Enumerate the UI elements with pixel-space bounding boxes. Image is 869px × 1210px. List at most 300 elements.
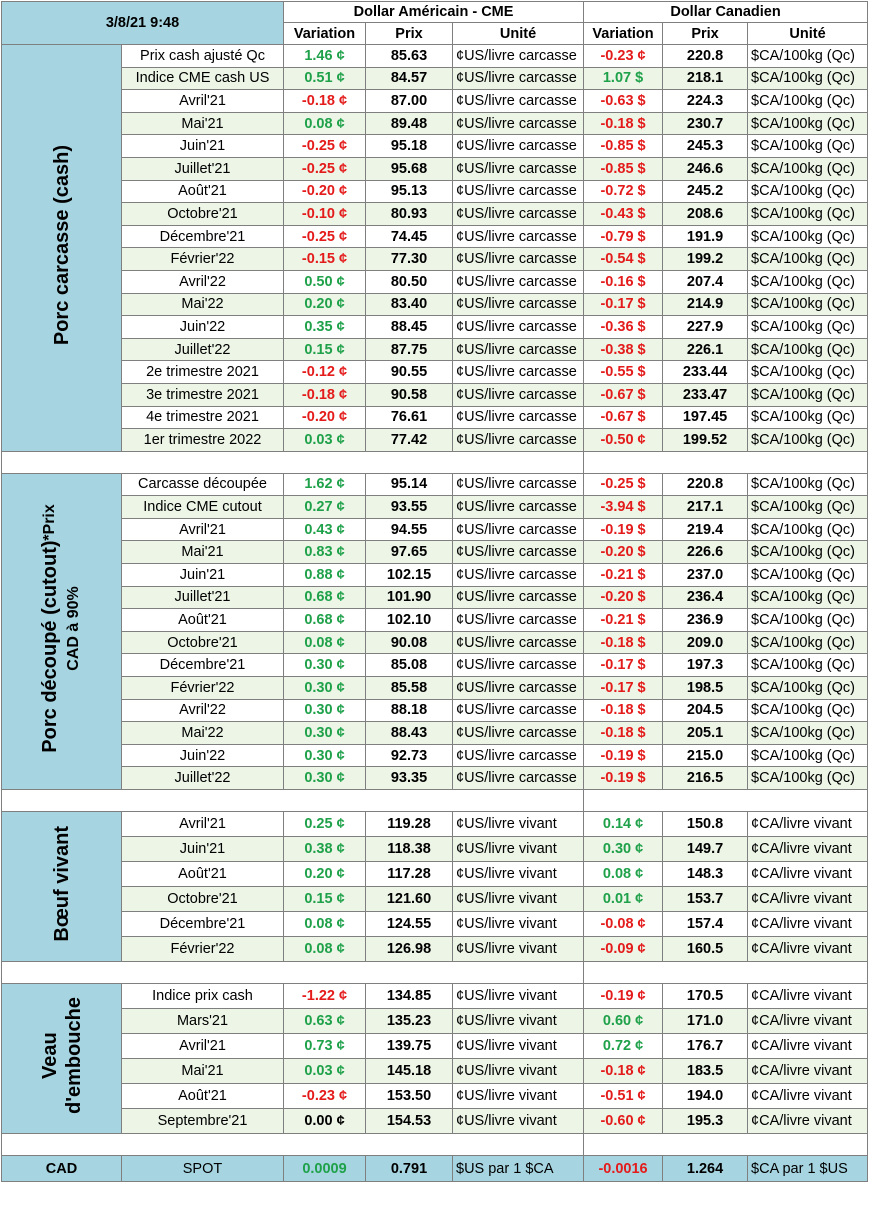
cad-unit: ¢CA/livre vivant (748, 1109, 868, 1134)
usd-price: 76.61 (366, 406, 453, 429)
table-row (2, 473, 868, 496)
cad-unit: $CA/100kg (Qc) (748, 316, 868, 339)
cad-variation: -0.85 $ (584, 135, 663, 158)
report-datetime: 3/8/21 9:48 (2, 2, 284, 45)
cad-price: 220.8 (663, 45, 748, 68)
usd-unit: ¢US/livre carcasse (453, 203, 584, 226)
cad-price: 197.45 (663, 406, 748, 429)
table-row (2, 654, 868, 677)
usd-prix-header: Prix (366, 23, 453, 45)
section-title: Porc découpé (cutout)*Prix CAD à 90% (2, 473, 122, 789)
cad-unit: $CA/100kg (Qc) (748, 541, 868, 564)
cad-variation: 0.01 ¢ (584, 887, 663, 912)
usd-variation: 0.0009 (284, 1156, 366, 1182)
cad-unit: ¢CA/livre vivant (748, 862, 868, 887)
usd-unit: ¢US/livre carcasse (453, 406, 584, 429)
cad-unit: $CA par 1 $US (748, 1156, 868, 1182)
cad-price: 194.0 (663, 1084, 748, 1109)
usd-price: 117.28 (366, 862, 453, 887)
usd-unit: ¢US/livre carcasse (453, 180, 584, 203)
usd-variation: 0.25 ¢ (284, 812, 366, 837)
section-spacer (2, 451, 868, 473)
usd-price: 80.50 (366, 270, 453, 293)
cad-variation: 0.72 ¢ (584, 1034, 663, 1059)
cad-unit: ¢CA/livre vivant (748, 1034, 868, 1059)
usd-unit: ¢US/livre vivant (453, 1109, 584, 1134)
cad-price: 233.47 (663, 383, 748, 406)
table-row (2, 541, 868, 564)
cad-price: 191.9 (663, 225, 748, 248)
table-row (2, 293, 868, 316)
row-label: Juin'21 (122, 135, 284, 158)
row-label: Prix cash ajusté Qc (122, 45, 284, 68)
usd-unit: ¢US/livre carcasse (453, 45, 584, 68)
row-label: Février'22 (122, 677, 284, 700)
cad-price: 226.6 (663, 541, 748, 564)
cad-variation: -3.94 $ (584, 496, 663, 519)
cad-variation: -0.79 $ (584, 225, 663, 248)
cad-variation: 0.14 ¢ (584, 812, 663, 837)
cad-variation: -0.54 $ (584, 248, 663, 271)
row-label: Juin'21 (122, 564, 284, 587)
row-label: Octobre'21 (122, 631, 284, 654)
usd-price: 0.791 (366, 1156, 453, 1182)
table-row (2, 837, 868, 862)
usd-unit: ¢US/livre carcasse (453, 564, 584, 587)
usd-unit: ¢US/livre carcasse (453, 496, 584, 519)
usd-variation: 0.63 ¢ (284, 1009, 366, 1034)
cad-price: 209.0 (663, 631, 748, 654)
cad-variation: -0.17 $ (584, 677, 663, 700)
row-label: Février'22 (122, 248, 284, 271)
usd-price: 124.55 (366, 912, 453, 937)
table-row (2, 180, 868, 203)
row-label: Juillet'22 (122, 338, 284, 361)
cad-variation: -0.09 ¢ (584, 937, 663, 962)
cad-unit: ¢CA/livre vivant (748, 887, 868, 912)
table-row (2, 1034, 868, 1059)
usd-unit: ¢US/livre carcasse (453, 677, 584, 700)
row-label: Mars'21 (122, 1009, 284, 1034)
cad-price: 197.3 (663, 654, 748, 677)
row-label: Décembre'21 (122, 225, 284, 248)
usd-unit: ¢US/livre vivant (453, 1059, 584, 1084)
cad-variation: -0.17 $ (584, 654, 663, 677)
table-row (2, 984, 868, 1009)
cad-variation: -0.18 ¢ (584, 1059, 663, 1084)
cad-price: 149.7 (663, 837, 748, 862)
usd-price: 134.85 (366, 984, 453, 1009)
cad-variation: -0.67 $ (584, 383, 663, 406)
row-label: Décembre'21 (122, 912, 284, 937)
cad-unit: $CA/100kg (Qc) (748, 609, 868, 632)
row-label: Avril'21 (122, 812, 284, 837)
cad-price: 160.5 (663, 937, 748, 962)
usd-variation: -0.20 ¢ (284, 406, 366, 429)
cad-price: 236.9 (663, 609, 748, 632)
usd-unit: ¢US/livre vivant (453, 1034, 584, 1059)
usd-variation: 1.62 ¢ (284, 473, 366, 496)
row-label: Mai'21 (122, 112, 284, 135)
spot-label: SPOT (122, 1156, 284, 1182)
usd-variation: 0.20 ¢ (284, 862, 366, 887)
usd-price: 87.75 (366, 338, 453, 361)
usd-unit: ¢US/livre vivant (453, 984, 584, 1009)
cad-price: 198.5 (663, 677, 748, 700)
cad-variation: -0.0016 (584, 1156, 663, 1182)
usd-variation: 0.27 ¢ (284, 496, 366, 519)
table-row (2, 383, 868, 406)
cad-variation: -0.36 $ (584, 316, 663, 339)
usd-variation: -0.10 ¢ (284, 203, 366, 226)
usd-price: 77.42 (366, 429, 453, 452)
cad-unit: $CA/100kg (Qc) (748, 699, 868, 722)
table-row (2, 225, 868, 248)
cad-variation: -0.21 $ (584, 564, 663, 587)
row-label: Juillet'21 (122, 586, 284, 609)
table-row (2, 496, 868, 519)
cad-price: 171.0 (663, 1009, 748, 1034)
cad-unite-header: Unité (748, 23, 868, 45)
table-row (2, 609, 868, 632)
cad-variation: -0.21 $ (584, 609, 663, 632)
usd-price: 95.18 (366, 135, 453, 158)
cad-price: 195.3 (663, 1109, 748, 1134)
usd-variation: 0.35 ¢ (284, 316, 366, 339)
usd-price: 80.93 (366, 203, 453, 226)
row-label: Juin'21 (122, 837, 284, 862)
cad-unit: $CA/100kg (Qc) (748, 473, 868, 496)
usd-variation: 0.30 ¢ (284, 654, 366, 677)
usd-variation: 0.08 ¢ (284, 912, 366, 937)
usd-unit: ¢US/livre carcasse (453, 90, 584, 113)
usd-variation: -0.12 ¢ (284, 361, 366, 384)
table-row (2, 112, 868, 135)
usd-unit: ¢US/livre vivant (453, 812, 584, 837)
cad-variation: -0.19 $ (584, 518, 663, 541)
usd-price: 92.73 (366, 744, 453, 767)
cad-unit: $CA/100kg (Qc) (748, 293, 868, 316)
usd-unit: ¢US/livre vivant (453, 1084, 584, 1109)
usd-price: 85.58 (366, 677, 453, 700)
cad-variation: -0.63 $ (584, 90, 663, 113)
usd-price: 102.15 (366, 564, 453, 587)
usd-variation: 0.51 ¢ (284, 67, 366, 90)
usd-variation: 0.73 ¢ (284, 1034, 366, 1059)
usd-unit: ¢US/livre vivant (453, 837, 584, 862)
row-label: Avril'22 (122, 699, 284, 722)
table-row (2, 862, 868, 887)
cad-unit: $CA/100kg (Qc) (748, 383, 868, 406)
usd-unit: ¢US/livre carcasse (453, 429, 584, 452)
usd-unit: ¢US/livre carcasse (453, 767, 584, 790)
cad-price: 199.52 (663, 429, 748, 452)
table-row (2, 157, 868, 180)
row-label: Avril'22 (122, 270, 284, 293)
cad-unit: $CA/100kg (Qc) (748, 744, 868, 767)
cad-price: 215.0 (663, 744, 748, 767)
usd-unit: ¢US/livre carcasse (453, 67, 584, 90)
cad-variation: -0.19 $ (584, 767, 663, 790)
cad-unit: ¢CA/livre vivant (748, 1059, 868, 1084)
cad-price: 230.7 (663, 112, 748, 135)
cad-unit: $CA/100kg (Qc) (748, 112, 868, 135)
usd-price: 85.63 (366, 45, 453, 68)
usd-price: 118.38 (366, 837, 453, 862)
usd-unit: ¢US/livre vivant (453, 1009, 584, 1034)
usd-variation: 0.08 ¢ (284, 112, 366, 135)
cad-price: 224.3 (663, 90, 748, 113)
row-label: Indice CME cutout (122, 496, 284, 519)
usd-unit: ¢US/livre carcasse (453, 699, 584, 722)
usd-price: 90.08 (366, 631, 453, 654)
table-row (2, 564, 868, 587)
usd-variation: 0.83 ¢ (284, 541, 366, 564)
cad-price: 237.0 (663, 564, 748, 587)
cad-variation: -0.43 $ (584, 203, 663, 226)
usd-unit: ¢US/livre carcasse (453, 518, 584, 541)
cad-price: 153.7 (663, 887, 748, 912)
cad-variation: -0.55 $ (584, 361, 663, 384)
cad-variation: 0.30 ¢ (584, 837, 663, 862)
row-label: Avril'21 (122, 1034, 284, 1059)
cad-price: 205.1 (663, 722, 748, 745)
cad-title: CAD (2, 1156, 122, 1182)
usd-variation: 0.50 ¢ (284, 270, 366, 293)
cad-unit: $CA/100kg (Qc) (748, 270, 868, 293)
cad-unit: ¢CA/livre vivant (748, 1084, 868, 1109)
usd-unit: ¢US/livre carcasse (453, 316, 584, 339)
row-label: Octobre'21 (122, 203, 284, 226)
cad-variation: -0.18 $ (584, 112, 663, 135)
section-spacer (2, 962, 868, 984)
usd-variation: 0.03 ¢ (284, 1059, 366, 1084)
cad-unit: $CA/100kg (Qc) (748, 180, 868, 203)
usd-unit: ¢US/livre carcasse (453, 157, 584, 180)
row-label: 2e trimestre 2021 (122, 361, 284, 384)
usd-price: 88.43 (366, 722, 453, 745)
table-row (2, 887, 868, 912)
cad-group-header: Dollar Canadien (584, 2, 868, 23)
cad-variation: -0.18 $ (584, 631, 663, 654)
usd-price: 88.45 (366, 316, 453, 339)
cad-price: 227.9 (663, 316, 748, 339)
usd-variation: -0.20 ¢ (284, 180, 366, 203)
usd-unit: ¢US/livre carcasse (453, 135, 584, 158)
cad-variation: -0.20 $ (584, 586, 663, 609)
cad-unit: $CA/100kg (Qc) (748, 225, 868, 248)
cad-price: 176.7 (663, 1034, 748, 1059)
usd-unit: $US par 1 $CA (453, 1156, 584, 1182)
cad-variation: -0.38 $ (584, 338, 663, 361)
usd-unite-header: Unité (453, 23, 584, 45)
cad-variation: -0.50 ¢ (584, 429, 663, 452)
cad-unit: ¢CA/livre vivant (748, 837, 868, 862)
row-label: Mai'22 (122, 293, 284, 316)
cad-variation: -0.20 $ (584, 541, 663, 564)
usd-price: 126.98 (366, 937, 453, 962)
table-row (2, 361, 868, 384)
cad-price: 214.9 (663, 293, 748, 316)
cad-price: 157.4 (663, 912, 748, 937)
table-row (2, 270, 868, 293)
usd-price: 84.57 (366, 67, 453, 90)
cad-unit: $CA/100kg (Qc) (748, 67, 868, 90)
cad-price: 220.8 (663, 473, 748, 496)
usd-price: 145.18 (366, 1059, 453, 1084)
table-row (2, 812, 868, 837)
row-label: Août'21 (122, 609, 284, 632)
usd-variation: 0.15 ¢ (284, 338, 366, 361)
section-title: Veau d'embouche (2, 984, 122, 1134)
usd-variation: -0.15 ¢ (284, 248, 366, 271)
table-row (2, 1059, 868, 1084)
usd-variation: 0.68 ¢ (284, 586, 366, 609)
cad-unit: $CA/100kg (Qc) (748, 157, 868, 180)
table-row (2, 1009, 868, 1034)
cad-unit: $CA/100kg (Qc) (748, 406, 868, 429)
usd-variation: 0.30 ¢ (284, 744, 366, 767)
usd-group-header: Dollar Américain - CME (284, 2, 584, 23)
table-row (2, 631, 868, 654)
usd-variation: 0.30 ¢ (284, 677, 366, 700)
usd-price: 77.30 (366, 248, 453, 271)
table-row (2, 338, 868, 361)
cad-unit: $CA/100kg (Qc) (748, 90, 868, 113)
cad-unit: $CA/100kg (Qc) (748, 45, 868, 68)
row-label: Juillet'21 (122, 157, 284, 180)
usd-price: 97.65 (366, 541, 453, 564)
cad-unit: $CA/100kg (Qc) (748, 767, 868, 790)
cad-price: 236.4 (663, 586, 748, 609)
table-row (2, 744, 868, 767)
usd-variation: 0.08 ¢ (284, 937, 366, 962)
cad-variation: -0.67 $ (584, 406, 663, 429)
cad-unit: $CA/100kg (Qc) (748, 677, 868, 700)
usd-price: 90.55 (366, 361, 453, 384)
cad-price: 246.6 (663, 157, 748, 180)
row-label: 4e trimestre 2021 (122, 406, 284, 429)
cad-price: 208.6 (663, 203, 748, 226)
usd-price: 83.40 (366, 293, 453, 316)
cad-price: 1.264 (663, 1156, 748, 1182)
table-row (2, 135, 868, 158)
usd-price: 88.18 (366, 699, 453, 722)
usd-unit: ¢US/livre carcasse (453, 631, 584, 654)
cad-variation: -0.85 $ (584, 157, 663, 180)
cad-variation: -0.60 ¢ (584, 1109, 663, 1134)
row-label: Décembre'21 (122, 654, 284, 677)
usd-price: 119.28 (366, 812, 453, 837)
table-row (2, 937, 868, 962)
usd-price: 93.55 (366, 496, 453, 519)
row-label: Septembre'21 (122, 1109, 284, 1134)
usd-price: 90.58 (366, 383, 453, 406)
usd-price: 153.50 (366, 1084, 453, 1109)
table-row (2, 722, 868, 745)
usd-unit: ¢US/livre vivant (453, 912, 584, 937)
usd-variation: 0.08 ¢ (284, 631, 366, 654)
cad-prix-header: Prix (663, 23, 748, 45)
cad-unit: $CA/100kg (Qc) (748, 518, 868, 541)
usd-price: 101.90 (366, 586, 453, 609)
row-label: Avril'21 (122, 90, 284, 113)
cad-variation: -0.16 $ (584, 270, 663, 293)
usd-price: 87.00 (366, 90, 453, 113)
cad-variation: -0.51 ¢ (584, 1084, 663, 1109)
cad-unit: $CA/100kg (Qc) (748, 654, 868, 677)
cad-price: 204.5 (663, 699, 748, 722)
cad-variation: -0.25 $ (584, 473, 663, 496)
cad-spot-row (2, 1156, 868, 1182)
row-label: Août'21 (122, 862, 284, 887)
usd-variation: 0.20 ¢ (284, 293, 366, 316)
cad-variation: 1.07 $ (584, 67, 663, 90)
usd-unit: ¢US/livre carcasse (453, 744, 584, 767)
row-label: Juin'22 (122, 744, 284, 767)
cad-unit: ¢CA/livre vivant (748, 937, 868, 962)
usd-price: 89.48 (366, 112, 453, 135)
cad-price: 219.4 (663, 518, 748, 541)
usd-unit: ¢US/livre carcasse (453, 473, 584, 496)
table-body (2, 45, 868, 1182)
usd-variation: 0.15 ¢ (284, 887, 366, 912)
usd-variation: 1.46 ¢ (284, 45, 366, 68)
table-row (2, 518, 868, 541)
cad-variation: -0.17 $ (584, 293, 663, 316)
cad-unit: $CA/100kg (Qc) (748, 248, 868, 271)
usd-variation: -0.18 ¢ (284, 383, 366, 406)
table-row (2, 406, 868, 429)
cad-variation: 0.60 ¢ (584, 1009, 663, 1034)
cad-unit: $CA/100kg (Qc) (748, 586, 868, 609)
usd-price: 85.08 (366, 654, 453, 677)
cad-price: 148.3 (663, 862, 748, 887)
cad-unit: ¢CA/livre vivant (748, 984, 868, 1009)
usd-unit: ¢US/livre carcasse (453, 654, 584, 677)
usd-unit: ¢US/livre vivant (453, 862, 584, 887)
cad-unit: $CA/100kg (Qc) (748, 203, 868, 226)
table-row (2, 90, 868, 113)
usd-price: 94.55 (366, 518, 453, 541)
cad-price: 245.2 (663, 180, 748, 203)
usd-variation: -0.25 ¢ (284, 157, 366, 180)
cad-price: 217.1 (663, 496, 748, 519)
cad-unit: ¢CA/livre vivant (748, 912, 868, 937)
cad-variation: -0.72 $ (584, 180, 663, 203)
usd-price: 95.13 (366, 180, 453, 203)
usd-unit: ¢US/livre carcasse (453, 541, 584, 564)
usd-price: 121.60 (366, 887, 453, 912)
usd-variation: 0.68 ¢ (284, 609, 366, 632)
cad-price: 207.4 (663, 270, 748, 293)
row-label: Indice CME cash US (122, 67, 284, 90)
table-row (2, 1109, 868, 1134)
usd-variation: -0.25 ¢ (284, 225, 366, 248)
usd-variation-header: Variation (284, 23, 366, 45)
usd-unit: ¢US/livre carcasse (453, 112, 584, 135)
cad-unit: $CA/100kg (Qc) (748, 361, 868, 384)
row-label: Octobre'21 (122, 887, 284, 912)
row-label: 3e trimestre 2021 (122, 383, 284, 406)
section-spacer (2, 790, 868, 812)
usd-variation: -0.25 ¢ (284, 135, 366, 158)
row-label: Indice prix cash (122, 984, 284, 1009)
table-row (2, 912, 868, 937)
usd-unit: ¢US/livre carcasse (453, 586, 584, 609)
cad-price: 199.2 (663, 248, 748, 271)
usd-unit: ¢US/livre carcasse (453, 338, 584, 361)
